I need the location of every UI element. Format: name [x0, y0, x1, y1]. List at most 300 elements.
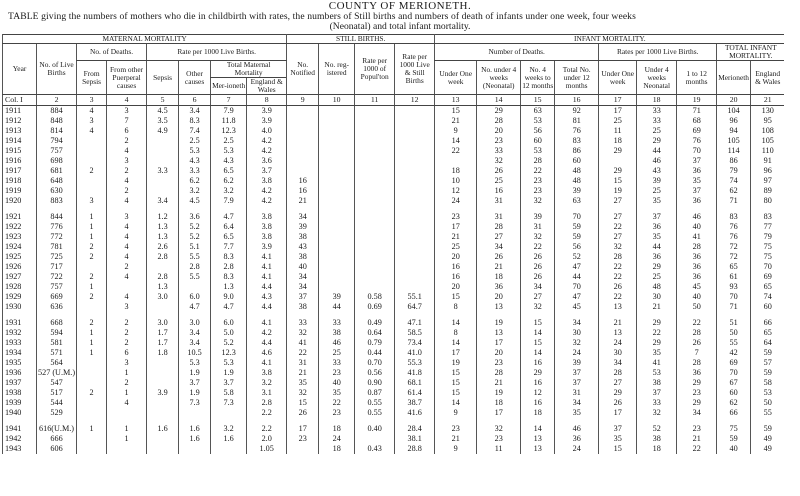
- table-cell: 529: [37, 408, 77, 418]
- table-cell: 18: [477, 272, 521, 282]
- year-cell: 1926: [3, 262, 37, 272]
- table-cell: [319, 232, 355, 242]
- column-number: 4: [107, 95, 147, 106]
- table-cell: 70: [717, 292, 751, 302]
- table-cell: [319, 272, 355, 282]
- table-cell: 110: [750, 146, 784, 156]
- table-cell: 32: [287, 328, 319, 338]
- rates-subheader: Rate per 1000 Live Births.: [147, 44, 287, 61]
- table-cell: 34: [555, 318, 599, 328]
- table-cell: 39: [555, 358, 599, 368]
- table-cell: 37: [637, 212, 677, 222]
- table-cell: 12: [435, 186, 477, 196]
- year-cell: 1929: [3, 292, 37, 302]
- table-cell: 26: [521, 272, 555, 282]
- table-cell: 21: [677, 434, 717, 444]
- table-cell: 31: [477, 196, 521, 206]
- table-cell: 26: [599, 398, 637, 408]
- table-cell: 18: [477, 398, 521, 408]
- table-cell: 19: [477, 318, 521, 328]
- table-cell: 844: [37, 212, 77, 222]
- table-cell: 67: [717, 378, 751, 388]
- table-cell: 23: [677, 388, 717, 398]
- mortality-table: [2, 34, 784, 454]
- table-cell: 55.1: [395, 292, 435, 302]
- table-cell: [395, 176, 435, 186]
- table-cell: [395, 242, 435, 252]
- table-cell: 60: [555, 156, 599, 166]
- table-cell: 4.7: [179, 302, 211, 312]
- table-cell: 1.6: [179, 434, 211, 444]
- table-cell: [287, 116, 319, 126]
- table-cell: 27: [599, 378, 637, 388]
- year-cell: 1919: [3, 186, 37, 196]
- table-cell: 39: [521, 212, 555, 222]
- table-cell: 29: [637, 338, 677, 348]
- inf-rates-subheader: Rates per 1000 Live Births.: [599, 44, 717, 61]
- table-row: [3, 166, 785, 176]
- column-number: 2: [37, 95, 77, 106]
- table-cell: 11: [599, 126, 637, 136]
- table-cell: 1: [77, 212, 107, 222]
- table-cell: [599, 156, 637, 166]
- table-cell: [355, 242, 395, 252]
- table-cell: 13: [477, 302, 521, 312]
- table-cell: 36: [677, 252, 717, 262]
- table-row: [3, 126, 785, 136]
- table-cell: 23: [435, 424, 477, 434]
- total-infant-subheader: TOTAL INFANT MORTALITY.: [717, 44, 785, 61]
- table-cell: [147, 434, 179, 444]
- table-row: [3, 368, 785, 378]
- table-cell: 6.2: [179, 176, 211, 186]
- other-causes-header: From other Puerperal causes: [107, 61, 147, 95]
- table-cell: 3.0: [147, 292, 179, 302]
- table-cell: 70: [555, 282, 599, 292]
- table-cell: [395, 262, 435, 272]
- table-cell: 564: [37, 358, 77, 368]
- table-cell: 848: [37, 116, 77, 126]
- table-row: [3, 292, 785, 302]
- table-cell: 725: [37, 252, 77, 262]
- table-cell: 29: [637, 136, 677, 146]
- column-number: 21: [750, 95, 784, 106]
- table-cell: 1: [77, 222, 107, 232]
- table-cell: 8.3: [179, 116, 211, 126]
- table-cell: 2: [107, 166, 147, 176]
- table-cell: 41: [677, 232, 717, 242]
- table-cell: [355, 176, 395, 186]
- table-cell: 65: [750, 328, 784, 338]
- table-cell: 6.0: [211, 318, 247, 328]
- year-cell: 1918: [3, 176, 37, 186]
- table-cell: 4.9: [147, 126, 179, 136]
- table-cell: [395, 146, 435, 156]
- table-cell: 34: [521, 282, 555, 292]
- table-cell: [211, 408, 247, 418]
- table-cell: 37: [677, 186, 717, 196]
- table-cell: 75: [750, 242, 784, 252]
- table-row: [3, 348, 785, 358]
- table-cell: 1: [77, 232, 107, 242]
- table-cell: 27: [599, 196, 637, 206]
- table-cell: [319, 242, 355, 252]
- table-cell: 2: [107, 186, 147, 196]
- table-cell: 41.8: [395, 368, 435, 378]
- table-title: TABLE giving the numbers of mothers who die in childbirth with rates, the numbers of Still births and numbers of death of infants under one week, four weeks: [8, 11, 636, 22]
- column-number: 5: [147, 95, 179, 106]
- table-cell: 33: [319, 358, 355, 368]
- table-body: [3, 95, 785, 455]
- table-cell: [287, 166, 319, 176]
- year-cell: 1933: [3, 338, 37, 348]
- table-cell: 17: [599, 408, 637, 418]
- table-cell: 4: [107, 398, 147, 408]
- table-cell: 53: [521, 116, 555, 126]
- table-cell: 4: [107, 146, 147, 156]
- year-cell: 1920: [3, 196, 37, 206]
- table-cell: [147, 378, 179, 388]
- table-cell: 50: [750, 398, 784, 408]
- table-row: [3, 232, 785, 242]
- table-cell: 39: [555, 186, 599, 196]
- table-cell: [77, 262, 107, 272]
- table-cell: 48: [637, 282, 677, 292]
- table-cell: [395, 212, 435, 222]
- table-cell: 616(U.M.): [37, 424, 77, 434]
- table-cell: 13: [521, 434, 555, 444]
- table-cell: [395, 232, 435, 242]
- table-cell: 59: [717, 434, 751, 444]
- table-cell: 7.9: [211, 106, 247, 117]
- table-cell: 20: [477, 348, 521, 358]
- table-cell: 2: [77, 166, 107, 176]
- year-cell: 1911: [3, 106, 37, 117]
- table-cell: [77, 444, 107, 454]
- maternal-group-header: MATERNAL MORTALITY: [3, 35, 287, 44]
- table-row: [3, 106, 785, 117]
- column-number: 10: [319, 95, 355, 106]
- table-cell: 6: [107, 348, 147, 358]
- table-row: [3, 338, 785, 348]
- rate-other-header: Other causes: [179, 61, 211, 95]
- table-cell: 8.3: [211, 272, 247, 282]
- table-cell: 28: [599, 368, 637, 378]
- table-cell: 89: [750, 186, 784, 196]
- table-cell: 63: [521, 106, 555, 117]
- table-cell: [287, 136, 319, 146]
- table-cell: 35: [287, 378, 319, 388]
- table-cell: 1: [107, 388, 147, 398]
- table-cell: 40: [319, 378, 355, 388]
- table-cell: 44: [555, 272, 599, 282]
- table-cell: [77, 434, 107, 444]
- table-cell: 26: [287, 408, 319, 418]
- table-cell: [107, 282, 147, 292]
- table-cell: 33: [637, 106, 677, 117]
- column-number: 13: [435, 95, 477, 106]
- table-cell: 3.8: [247, 222, 287, 232]
- table-cell: 31: [521, 222, 555, 232]
- table-cell: 7.7: [211, 242, 247, 252]
- table-cell: 4.5: [147, 106, 179, 117]
- table-cell: 4.2: [247, 186, 287, 196]
- table-cell: 69: [677, 126, 717, 136]
- table-cell: 3: [107, 358, 147, 368]
- table-cell: 722: [37, 272, 77, 282]
- table-cell: 49: [750, 444, 784, 454]
- column-number: 17: [599, 95, 637, 106]
- table-cell: 18: [637, 444, 677, 454]
- table-cell: [147, 176, 179, 186]
- table-cell: 3.7: [179, 378, 211, 388]
- table-cell: 22: [599, 262, 637, 272]
- table-cell: 6.5: [211, 166, 247, 176]
- year-cell: 1939: [3, 398, 37, 408]
- table-cell: [179, 408, 211, 418]
- table-cell: 1.9: [211, 368, 247, 378]
- table-row: [3, 388, 785, 398]
- table-subtitle: (Neonatal) and total infant mortality.: [329, 21, 471, 32]
- table-cell: [355, 252, 395, 262]
- table-cell: 70: [555, 212, 599, 222]
- table-cell: 2.8: [147, 272, 179, 282]
- table-cell: 16: [521, 378, 555, 388]
- table-row: [3, 176, 785, 186]
- table-cell: [147, 444, 179, 454]
- table-cell: 27: [599, 212, 637, 222]
- table-cell: [319, 136, 355, 146]
- table-cell: 74: [717, 176, 751, 186]
- table-cell: [319, 186, 355, 196]
- table-cell: 55: [750, 408, 784, 418]
- table-cell: 2.8: [211, 262, 247, 272]
- table-cell: 3.3: [147, 166, 179, 176]
- table-cell: 46: [319, 338, 355, 348]
- table-cell: 4.4: [247, 302, 287, 312]
- table-cell: 18: [599, 136, 637, 146]
- rate-pop-header: Rate per 1000 of Popul'ton: [355, 44, 395, 95]
- table-cell: 0.44: [355, 348, 395, 358]
- table-cell: 26: [477, 166, 521, 176]
- table-cell: 24: [599, 338, 637, 348]
- table-cell: 32: [637, 408, 677, 418]
- table-cell: [147, 156, 179, 166]
- table-cell: 28: [477, 222, 521, 232]
- table-cell: 16: [435, 262, 477, 272]
- sepsis-header: From Sepsis: [77, 61, 107, 95]
- table-cell: 14: [521, 424, 555, 434]
- table-cell: [77, 408, 107, 418]
- mer-header: Mer-ioneth: [211, 78, 247, 95]
- table-cell: [355, 136, 395, 146]
- table-cell: 5.3: [179, 358, 211, 368]
- table-cell: 884: [37, 106, 77, 117]
- table-cell: 9: [435, 408, 477, 418]
- table-cell: 22: [521, 242, 555, 252]
- table-cell: 4.1: [247, 358, 287, 368]
- table-cell: 0.49: [355, 318, 395, 328]
- table-row: [3, 156, 785, 166]
- table-row: [3, 358, 785, 368]
- table-cell: 31: [555, 388, 599, 398]
- year-cell: 1937: [3, 378, 37, 388]
- table-cell: 59: [750, 424, 784, 434]
- table-cell: 70: [717, 368, 751, 378]
- table-cell: 27: [521, 292, 555, 302]
- table-cell: 16: [477, 186, 521, 196]
- table-cell: 29: [477, 106, 521, 117]
- table-cell: 6.4: [211, 222, 247, 232]
- table-cell: 13: [599, 302, 637, 312]
- table-cell: [355, 166, 395, 176]
- table-cell: 4: [107, 222, 147, 232]
- year-cell: 1941: [3, 424, 37, 434]
- table-cell: 0.55: [355, 408, 395, 418]
- table-cell: 1: [77, 348, 107, 358]
- table-cell: 70: [750, 262, 784, 272]
- table-cell: 36: [677, 262, 717, 272]
- table-cell: 5.5: [179, 252, 211, 262]
- table-cell: 28: [677, 242, 717, 252]
- table-cell: 27: [599, 232, 637, 242]
- col-label: Col. I: [3, 95, 37, 106]
- eng-header: England & Wales: [247, 78, 287, 95]
- table-cell: 4.7: [211, 212, 247, 222]
- table-cell: 96: [717, 116, 751, 126]
- table-cell: 83: [555, 136, 599, 146]
- table-cell: 76: [677, 136, 717, 146]
- table-cell: 56: [521, 126, 555, 136]
- table-cell: 75: [717, 424, 751, 434]
- table-cell: 44: [319, 302, 355, 312]
- table-cell: 13: [599, 328, 637, 338]
- table-cell: 86: [717, 156, 751, 166]
- table-cell: 2.8: [147, 252, 179, 262]
- table-cell: 4.4: [247, 282, 287, 292]
- table-cell: 15: [521, 318, 555, 328]
- table-cell: 6.5: [211, 232, 247, 242]
- table-cell: 10.5: [179, 348, 211, 358]
- table-cell: 1: [77, 338, 107, 348]
- table-cell: [355, 126, 395, 136]
- table-cell: 62: [717, 398, 751, 408]
- table-cell: 14: [521, 328, 555, 338]
- table-cell: [319, 126, 355, 136]
- table-cell: 36: [637, 252, 677, 262]
- table-cell: [319, 262, 355, 272]
- table-cell: 757: [37, 282, 77, 292]
- table-cell: 25: [637, 186, 677, 196]
- table-cell: 4: [107, 196, 147, 206]
- table-cell: 19: [477, 388, 521, 398]
- table-cell: 20: [435, 252, 477, 262]
- table-row: [3, 398, 785, 408]
- table-cell: 46: [555, 424, 599, 434]
- table-cell: 15: [287, 398, 319, 408]
- year-cell: 1942: [3, 434, 37, 444]
- table-cell: 60: [717, 388, 751, 398]
- table-cell: 35: [637, 232, 677, 242]
- table-cell: 5.5: [179, 272, 211, 282]
- table-cell: 5.3: [211, 146, 247, 156]
- table-cell: 36: [677, 272, 717, 282]
- table-cell: 53: [637, 368, 677, 378]
- year-cell: 1921: [3, 212, 37, 222]
- table-cell: 23: [521, 186, 555, 196]
- table-cell: 76: [555, 126, 599, 136]
- table-cell: 36: [637, 222, 677, 232]
- table-cell: 698: [37, 156, 77, 166]
- table-cell: 114: [717, 146, 751, 156]
- table-cell: 1.7: [147, 338, 179, 348]
- table-cell: [395, 186, 435, 196]
- table-cell: 61.4: [395, 388, 435, 398]
- table-cell: 14: [521, 348, 555, 358]
- table-cell: 29: [599, 166, 637, 176]
- table-cell: 517: [37, 388, 77, 398]
- table-cell: 15: [435, 368, 477, 378]
- table-cell: 35: [637, 348, 677, 358]
- year-cell: 1915: [3, 146, 37, 156]
- table-cell: 33: [319, 318, 355, 328]
- table-cell: 13: [521, 444, 555, 454]
- table-cell: 28: [599, 252, 637, 262]
- table-cell: [355, 212, 395, 222]
- table-cell: 26: [477, 252, 521, 262]
- table-cell: [77, 358, 107, 368]
- table-cell: 2.5: [179, 136, 211, 146]
- table-cell: 40: [287, 262, 319, 272]
- table-cell: 5.8: [211, 388, 247, 398]
- table-cell: 50: [717, 328, 751, 338]
- table-cell: 5.2: [211, 338, 247, 348]
- table-cell: 28.4: [395, 424, 435, 434]
- table-row: [3, 318, 785, 328]
- table-cell: 23: [287, 434, 319, 444]
- table-cell: 2: [77, 388, 107, 398]
- table-cell: 21: [599, 318, 637, 328]
- table-cell: 62: [717, 186, 751, 196]
- table-cell: [147, 302, 179, 312]
- table-cell: 7.4: [179, 126, 211, 136]
- table-cell: 17: [599, 106, 637, 117]
- table-cell: 4.3: [247, 292, 287, 302]
- table-cell: 34: [677, 408, 717, 418]
- table-cell: 2: [107, 136, 147, 146]
- column-number: 20: [717, 95, 751, 106]
- table-cell: 60: [521, 136, 555, 146]
- table-cell: [395, 196, 435, 206]
- table-cell: 40: [677, 292, 717, 302]
- table-cell: 1.8: [147, 348, 179, 358]
- table-cell: 3.5: [147, 116, 179, 126]
- table-cell: 33: [287, 318, 319, 328]
- table-cell: [355, 262, 395, 272]
- table-cell: 2: [107, 328, 147, 338]
- table-cell: 72: [717, 242, 751, 252]
- table-cell: 16: [287, 176, 319, 186]
- table-cell: [395, 106, 435, 117]
- table-cell: 1: [77, 424, 107, 434]
- table-cell: 59: [750, 368, 784, 378]
- table-cell: 23: [319, 368, 355, 378]
- table-cell: 2: [77, 292, 107, 302]
- table-cell: 547: [37, 378, 77, 388]
- table-cell: 3.9: [147, 388, 179, 398]
- table-cell: 22: [319, 398, 355, 408]
- total-eng-header: England & Wales: [750, 61, 784, 95]
